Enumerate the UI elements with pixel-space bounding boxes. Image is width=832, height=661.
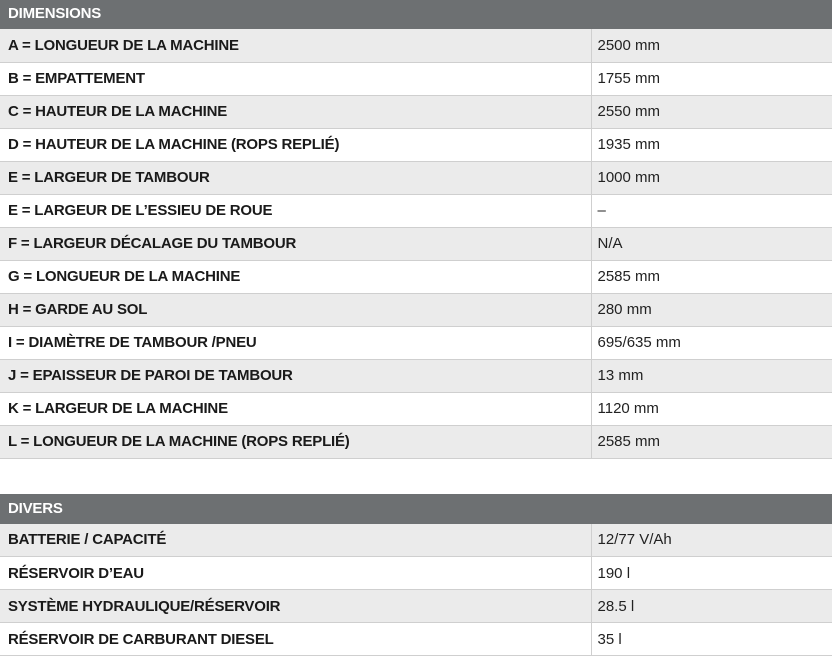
spec-label: D = HAUTEUR DE LA MACHINE (ROPS REPLIÉ) [0,128,591,161]
spec-value: – [591,194,832,227]
divers-table [0,524,832,657]
table-row [0,128,832,161]
table-row [0,29,832,62]
spec-value: 1120 mm [591,392,832,425]
section-header-divers: DIVERS [0,494,832,524]
spec-value: 12/77 V/Ah [591,524,832,557]
spec-value: N/A [591,227,832,260]
spec-value: 13 mm [591,359,832,392]
spec-value: 35 l [591,623,832,656]
table-row [0,161,832,194]
spec-label: J = EPAISSEUR DE PAROI DE TAMBOUR [0,359,591,392]
table-row [0,194,832,227]
spec-value: 2550 mm [591,95,832,128]
spec-value: 1935 mm [591,128,832,161]
table-row [0,557,832,590]
spec-label: F = LARGEUR DÉCALAGE DU TAMBOUR [0,227,591,260]
spec-value: 2500 mm [591,29,832,62]
spec-label: A = LONGUEUR DE LA MACHINE [0,29,591,62]
divers-section [0,494,832,657]
spec-value: 1755 mm [591,62,832,95]
section-header-dimensions: DIMENSIONS [0,0,832,29]
spec-label: H = GARDE AU SOL [0,293,591,326]
dimensions-table [0,29,832,459]
spec-value: 2585 mm [591,425,832,458]
table-row [0,359,832,392]
spec-label: SYSTÈME HYDRAULIQUE/RÉSERVOIR [0,590,591,623]
table-row [0,590,832,623]
table-row [0,293,832,326]
table-row [0,227,832,260]
spec-label: RÉSERVOIR D’EAU [0,557,591,590]
table-row [0,623,832,656]
table-row [0,95,832,128]
spec-label: E = LARGEUR DE L’ESSIEU DE ROUE [0,194,591,227]
table-row [0,524,832,557]
spec-label: C = HAUTEUR DE LA MACHINE [0,95,591,128]
table-row [0,260,832,293]
spec-value: 280 mm [591,293,832,326]
spec-label: G = LONGUEUR DE LA MACHINE [0,260,591,293]
table-row [0,62,832,95]
spec-label: I = DIAMÈTRE DE TAMBOUR /PNEU [0,326,591,359]
spec-label: E = LARGEUR DE TAMBOUR [0,161,591,194]
table-row [0,392,832,425]
table-row [0,425,832,458]
spec-label: RÉSERVOIR DE CARBURANT DIESEL [0,623,591,656]
spec-value: 2585 mm [591,260,832,293]
spec-value: 28.5 l [591,590,832,623]
spec-label: K = LARGEUR DE LA MACHINE [0,392,591,425]
spec-label: L = LONGUEUR DE LA MACHINE (ROPS REPLIÉ) [0,425,591,458]
section-spacer [0,459,832,494]
spec-value: 190 l [591,557,832,590]
spec-value: 1000 mm [591,161,832,194]
table-row [0,326,832,359]
spec-label: BATTERIE / CAPACITÉ [0,524,591,557]
spec-value: 695/635 mm [591,326,832,359]
spec-label: B = EMPATTEMENT [0,62,591,95]
